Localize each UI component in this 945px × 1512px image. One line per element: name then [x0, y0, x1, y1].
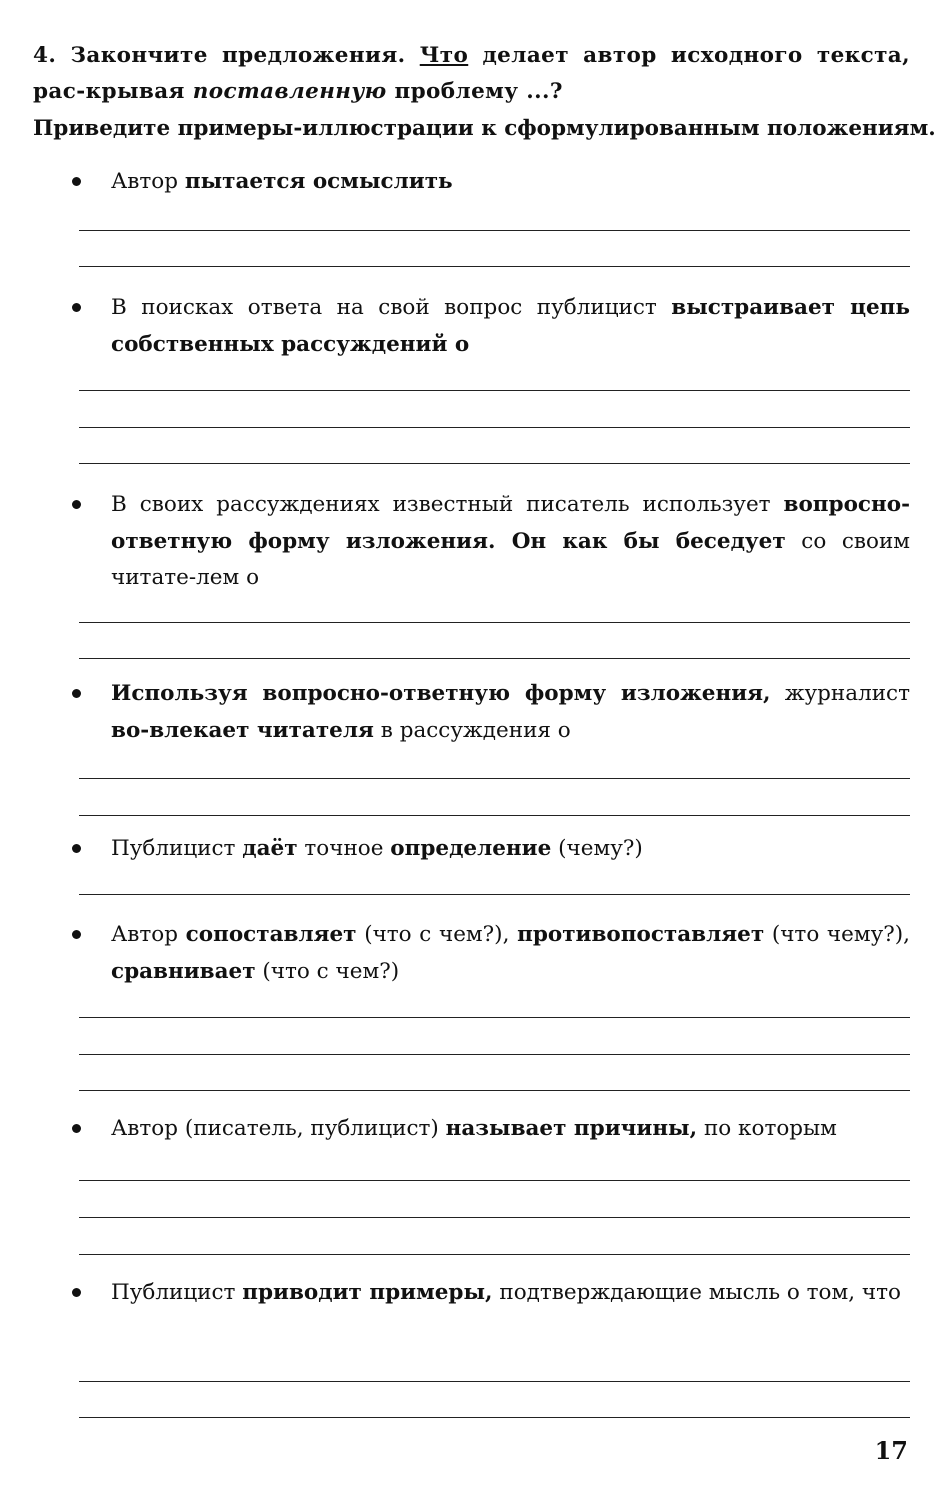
list-item — [60, 1275, 910, 1312]
answer-line[interactable] — [79, 266, 910, 267]
list-item — [60, 164, 910, 201]
italic-word: поставленную — [192, 79, 387, 104]
item-text: В поисках ответа на свой вопрос публицист выстраивает цепь собственных рассуждений о — [111, 295, 910, 357]
item-text: Автор пытается осмыслить — [111, 169, 453, 194]
answer-line[interactable] — [79, 658, 910, 659]
answer-line[interactable] — [79, 894, 910, 895]
answer-line[interactable] — [79, 230, 910, 231]
answer-line[interactable] — [79, 390, 910, 391]
answer-line[interactable] — [79, 1417, 910, 1418]
list-item — [60, 1111, 910, 1148]
question-part-2: проблему ...? — [394, 79, 563, 104]
answer-line[interactable] — [79, 463, 910, 464]
bullet-icon — [72, 689, 81, 698]
answer-line[interactable] — [79, 622, 910, 623]
answer-line[interactable] — [79, 1090, 910, 1091]
item-text: Публицист даёт точное определение (чему?) — [111, 836, 643, 861]
list-item — [60, 290, 910, 363]
bullet-icon — [72, 500, 81, 509]
list-item — [60, 487, 910, 597]
page-number: 17 — [874, 1436, 908, 1465]
item-text: В своих рассуждениях известный писатель использует вопросно-ответную форму изложения. Он как бы беседует со своим читате-лем о — [111, 492, 911, 590]
item-text: Автор сопоставляет (что с чем?), противопоставляет (что чему?), сравнивает (что с чем?) — [111, 922, 910, 984]
bullet-icon — [72, 1288, 81, 1297]
answer-line[interactable] — [79, 1254, 910, 1255]
list-item — [60, 917, 910, 990]
bullet-icon — [72, 1124, 81, 1133]
item-text: Публицист приводит примеры, подтверждающие мысль о том, что — [111, 1280, 901, 1305]
answer-line[interactable] — [79, 1054, 910, 1055]
answer-line[interactable] — [79, 1381, 910, 1382]
list-item — [60, 676, 910, 749]
bullet-icon — [72, 303, 81, 312]
bullet-icon — [72, 930, 81, 939]
answer-line[interactable] — [79, 427, 910, 428]
instruction: Приведите примеры-иллюстрации к сформулированным положениям. — [33, 116, 936, 141]
answer-line[interactable] — [79, 815, 910, 816]
task-title — [33, 38, 910, 110]
question-part-1: делает автор исходного текста, рас-крывая — [33, 43, 911, 104]
answer-line[interactable] — [79, 1217, 910, 1218]
answer-line[interactable] — [79, 1017, 910, 1018]
answer-line[interactable] — [79, 778, 910, 779]
answer-line[interactable] — [79, 1180, 910, 1181]
item-text: Автор (писатель, публицист) называет причины, по которым — [111, 1116, 837, 1141]
list-item — [60, 831, 910, 868]
bullet-icon — [72, 844, 81, 853]
item-text: Используя вопросно-ответную форму изложения, журналист во-влекает читателя в рассуждения о — [111, 681, 910, 743]
task-number-label: 4. Закончите предложения. — [33, 43, 406, 68]
what-word: Что — [419, 43, 469, 68]
bullet-icon — [72, 177, 81, 186]
